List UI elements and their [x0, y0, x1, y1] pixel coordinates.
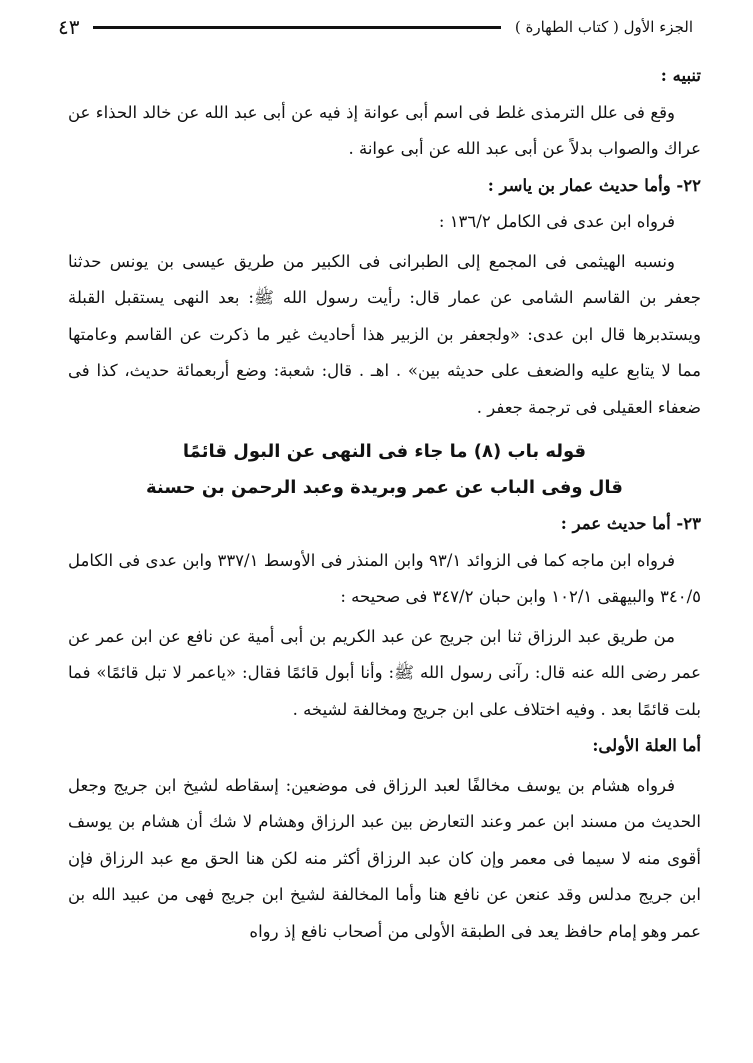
hadith-23-source: فرواه ابن ماجه كما فى الزوائد ٩٣/١ وابن المنذر فى الأوسط ٣٣٧/١ وابن عدى فى الكامل ٣٤٠/٥ والبيهقى ١٠٢/١ وابن حبان ٣٤٧/٢ فى صحيحه : [68, 550, 701, 606]
note-paragraph: وقع فى علل الترمذى غلط فى اسم أبى عوانة إذ فيه عن أبى عبد الله عن خالد الحذاء عن عراك والصواب بدلاً عن أبى عبد الله عن أبى عوانة . [68, 102, 701, 158]
hadith-22-source: فرواه ابن عدى فى الكامل ١٣٦/٢ : [438, 212, 675, 231]
chapter-subtitle: قال وفى الباب عن عمر وبريدة وعبد الرحمن بن حسنة [146, 477, 623, 498]
hadith-22-heading: ٢٢- وأما حديث عمار بن ياسر : [487, 175, 701, 195]
hadith-22-paragraph: ونسبه الهيثمى فى المجمع إلى الطبرانى فى الكبير من طريق عيسى بن يونس حدثنا جعفر بن القاسم الشامى عن عمار قال: رأيت رسول الله ﷺ: بعد النهى يستقبل القبلة ويستدبرها قال ابن عدى: «ولجعفر بن الزبير هذا أحاديث غير ما ذكرت عن القاسم وعامتها مما لا يتابع عليه والضعف على حديثه بين» . اهـ . قال: شعبة: وضع أربعمائة حديث، كذا فى ضعفاء العقيلى فى ترجمة جعفر . [68, 251, 701, 417]
page-header [58, 10, 693, 44]
note-heading: تنبيه : [660, 66, 701, 85]
header-rule [93, 26, 500, 29]
hadith-23-paragraph: من طريق عبد الرزاق ثنا ابن جريج عن عبد الكريم بن أبى أمية عن نافع عن ابن عمر عن عمر رضى الله عنه قال: رآنى رسول الله ﷺ: وأنا أبول قائمًا فقال: «ياعمر لا تبل قائمًا» فما بلت قائمًا بعد . وفيه اختلاف على ابن جريج ومخالفة لشيخه . [68, 626, 701, 719]
first-illah-paragraph: فرواه هشام بن يوسف مخالفًا لعبد الرزاق فى موضعين: إسقاطه لشيخ ابن جريج وجعل الحديث من مسند ابن عمر وعند التعارض بين عبد الرزاق وهشام لا شك أن هشام بن يوسف أقوى منه لا سيما فى معمر وإن كان عبد الرزاق أكثر منه لكن هنا الحق مع عبد الرزاق فإن ابن جريج مدلس وقد عنعن عن نافع هنا وأما المخالفة لشيخ ابن جريج فهى من عبيد الله بن عمر وهو إمام حافظ يعد فى الطبقة الأولى من أصحاب نافع إذ رواه [68, 775, 701, 941]
page-body [68, 58, 701, 950]
running-title: الجزء الأول ( كتاب الطهارة ) [514, 18, 693, 36]
first-illah-heading: أما العلة الأولى: [592, 736, 701, 755]
page-number: ٤٣ [58, 15, 80, 39]
hadith-23-heading: ٢٣- أما حديث عمر : [560, 514, 701, 533]
chapter-title: قوله باب (٨) ما جاء فى النهى عن البول قائمًا [182, 441, 587, 462]
